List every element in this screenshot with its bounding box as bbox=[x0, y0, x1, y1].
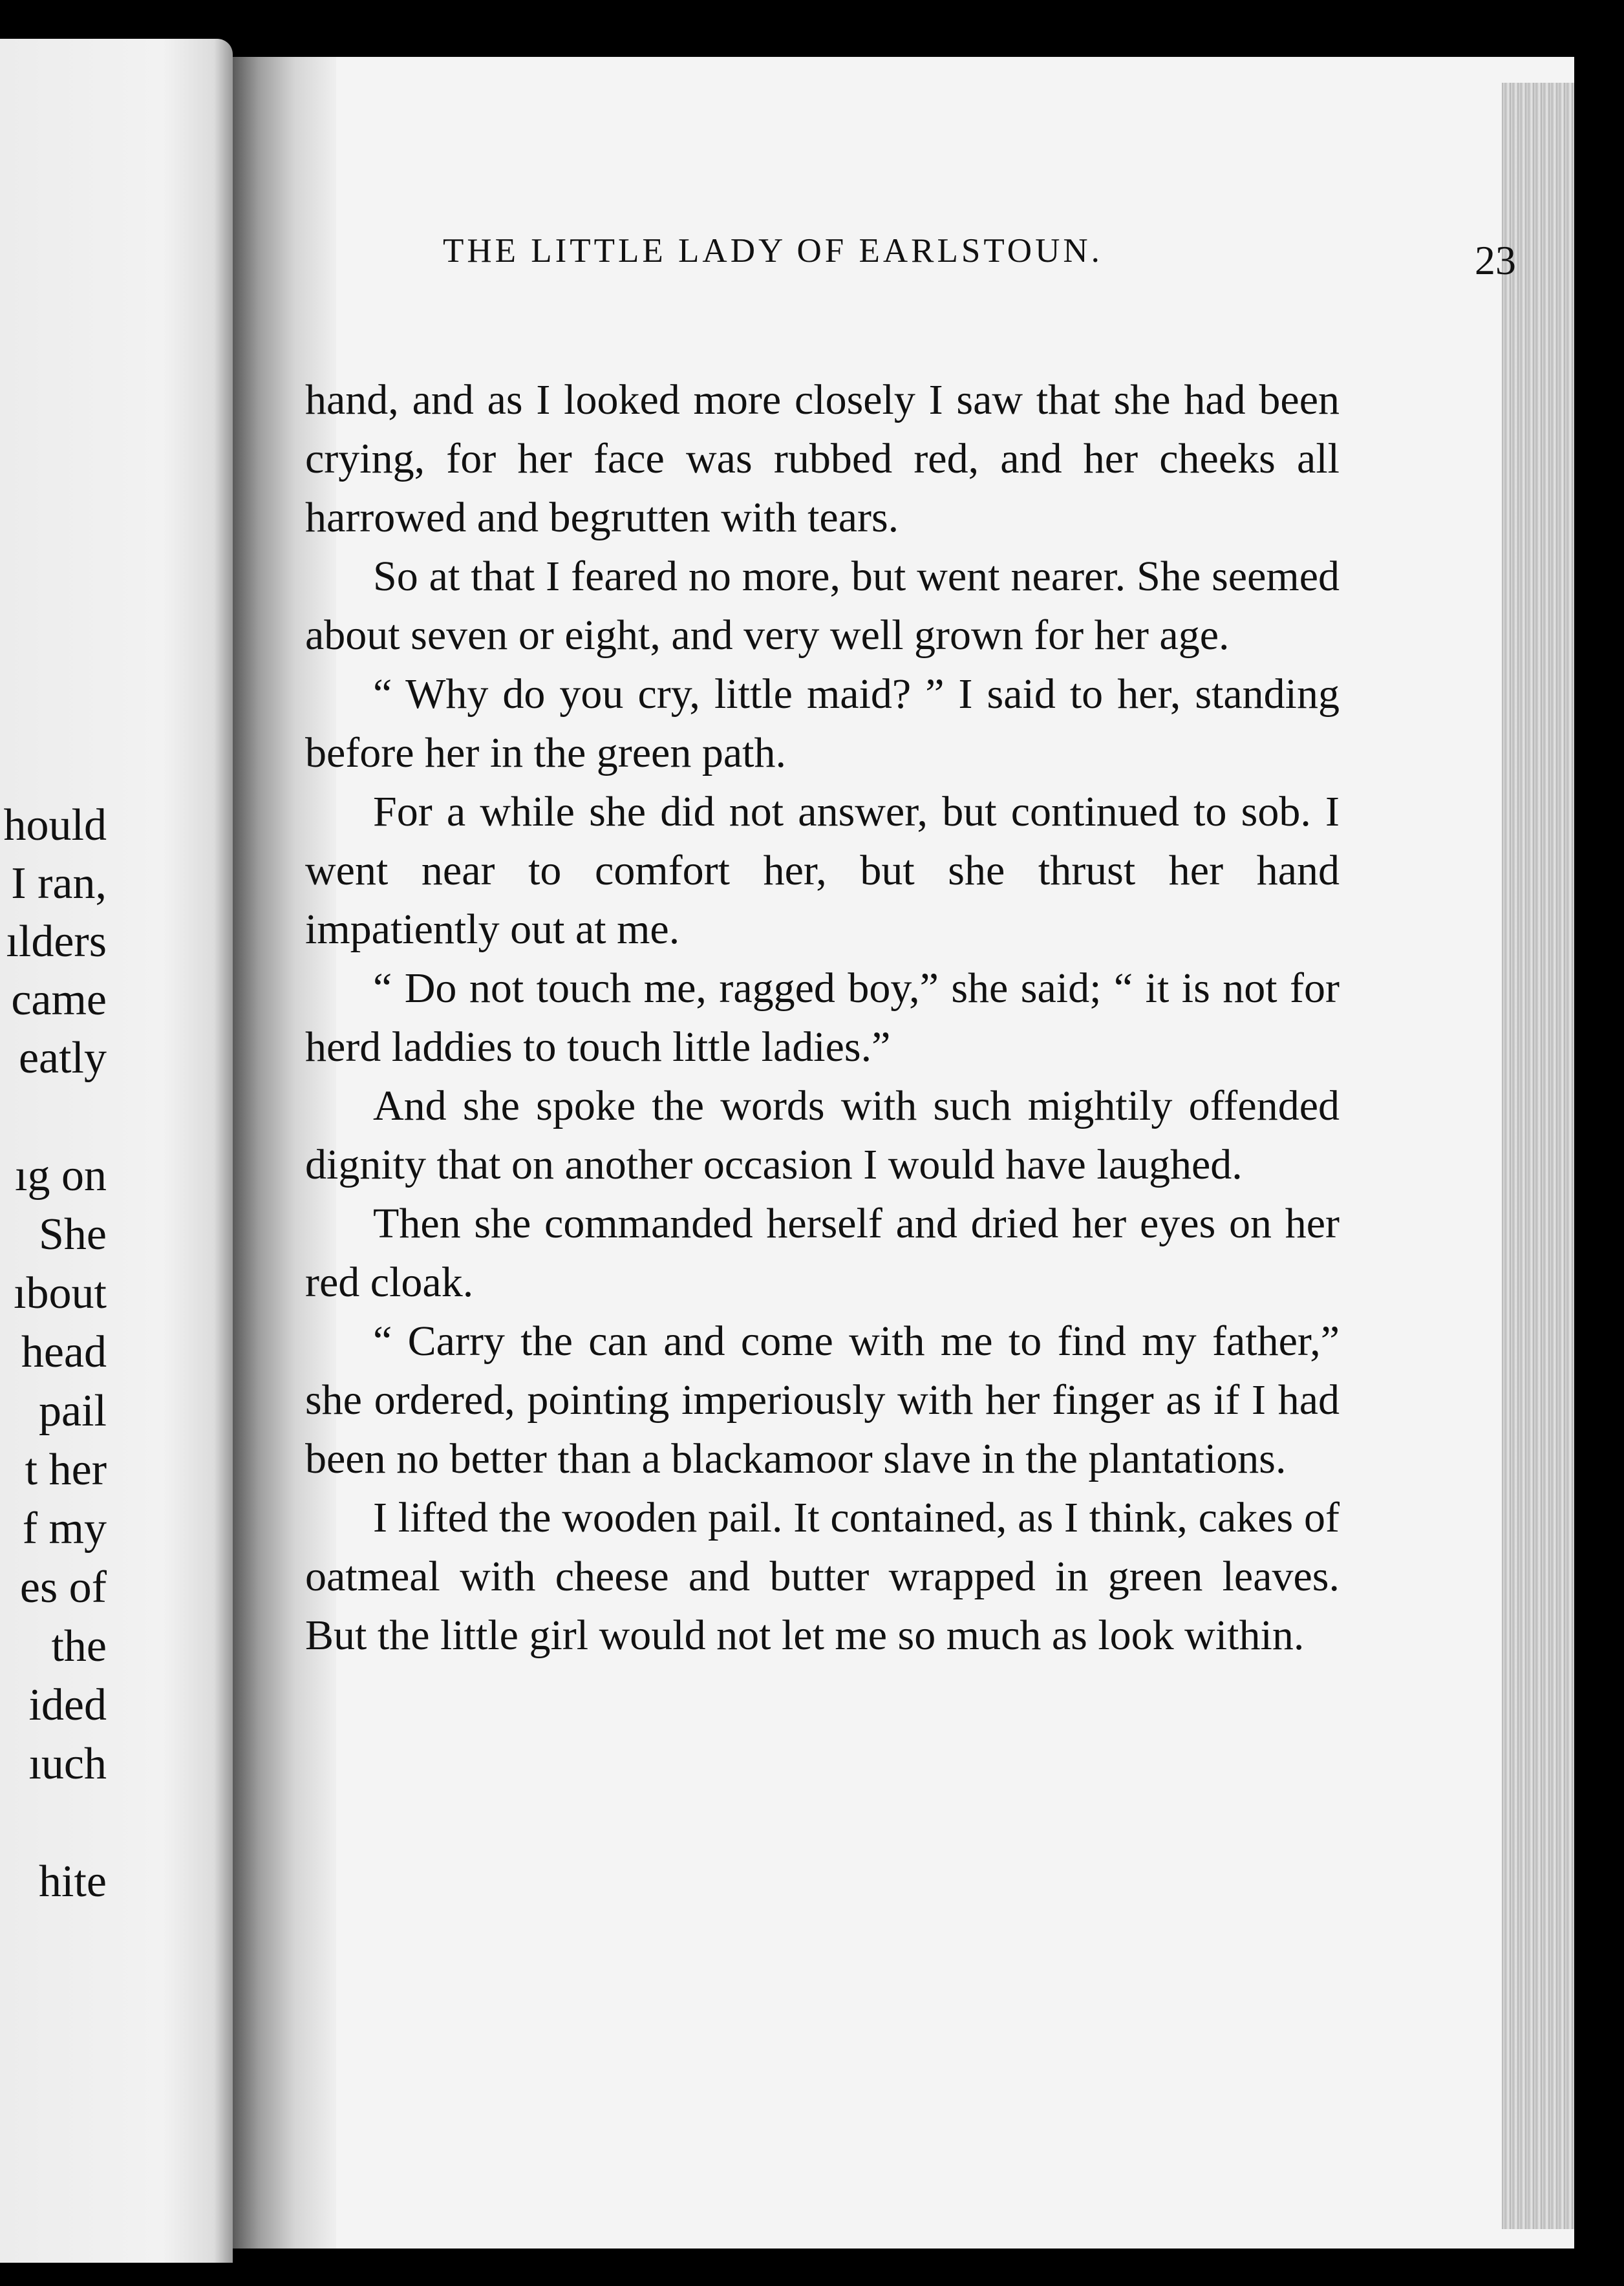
paragraph: “ Do not touch me, ragged boy,” she said; “ it is not for herd laddies to touch little ladies.” bbox=[305, 965, 1340, 1071]
book-page bbox=[233, 57, 1574, 2249]
facing-page-line: the bbox=[51, 1621, 107, 1671]
paragraph: So at that I feared no more, but went nearer. She seemed about seven or eight, and very well grown for her age. bbox=[305, 553, 1340, 659]
facing-page-line: f my bbox=[22, 1504, 107, 1554]
facing-page bbox=[0, 39, 233, 2263]
paragraph: Then she commanded herself and dried her eyes on her red cloak. bbox=[305, 1200, 1340, 1306]
page-number: 23 bbox=[1475, 237, 1516, 283]
facing-page-line: pail bbox=[39, 1386, 107, 1436]
paragraph: I lifted the wooden pail. It contained, as I think, cakes of oatmeal with cheese and butter wrapped in green leaves. But the little girl would not let me so much as look within. bbox=[305, 1494, 1340, 1659]
facing-page-line: hould bbox=[3, 800, 107, 850]
facing-page-line: ıuch bbox=[28, 1739, 107, 1789]
facing-page-line: She bbox=[39, 1210, 107, 1259]
facing-page-line: ıg on bbox=[15, 1151, 107, 1201]
facing-page-line: ılders bbox=[6, 917, 107, 967]
facing-page-line: came bbox=[11, 975, 107, 1025]
facing-page-line: I ran, bbox=[11, 859, 107, 908]
facing-page-line: es of bbox=[19, 1563, 107, 1612]
paragraph: For a while she did not answer, but continued to sob. I went near to comfort her, but she thrust her hand impatiently out at me. bbox=[305, 788, 1340, 953]
facing-page-line: ided bbox=[28, 1680, 107, 1730]
running-title: THE LITTLE LADY OF EARLSTOUN. bbox=[443, 232, 1103, 270]
paragraph: hand, and as I looked more closely I saw that she had been crying, for her face was rubbed red, and her cheeks all harrowed and begrutten with tears. bbox=[305, 376, 1340, 541]
facing-page-line: t her bbox=[25, 1445, 107, 1495]
paragraph: “ Carry the can and come with me to find my father,” she ordered, pointing imperiously with her finger as if I had been no better than a blackamoor slave in the plantations. bbox=[305, 1318, 1340, 1482]
facing-page-line: head bbox=[21, 1327, 107, 1377]
facing-page-line: hite bbox=[39, 1857, 107, 1907]
paragraph: “ Why do you cry, little maid? ” I said to her, standing before her in the green path. bbox=[305, 670, 1340, 776]
facing-page-line: eatly bbox=[18, 1033, 107, 1083]
page-edges bbox=[1502, 83, 1574, 2229]
facing-page-line: ıbout bbox=[14, 1268, 107, 1318]
body-text bbox=[305, 370, 1340, 1665]
paragraph: And she spoke the words with such mightily offended dignity that on another occasion I would have laughed. bbox=[305, 1082, 1340, 1188]
